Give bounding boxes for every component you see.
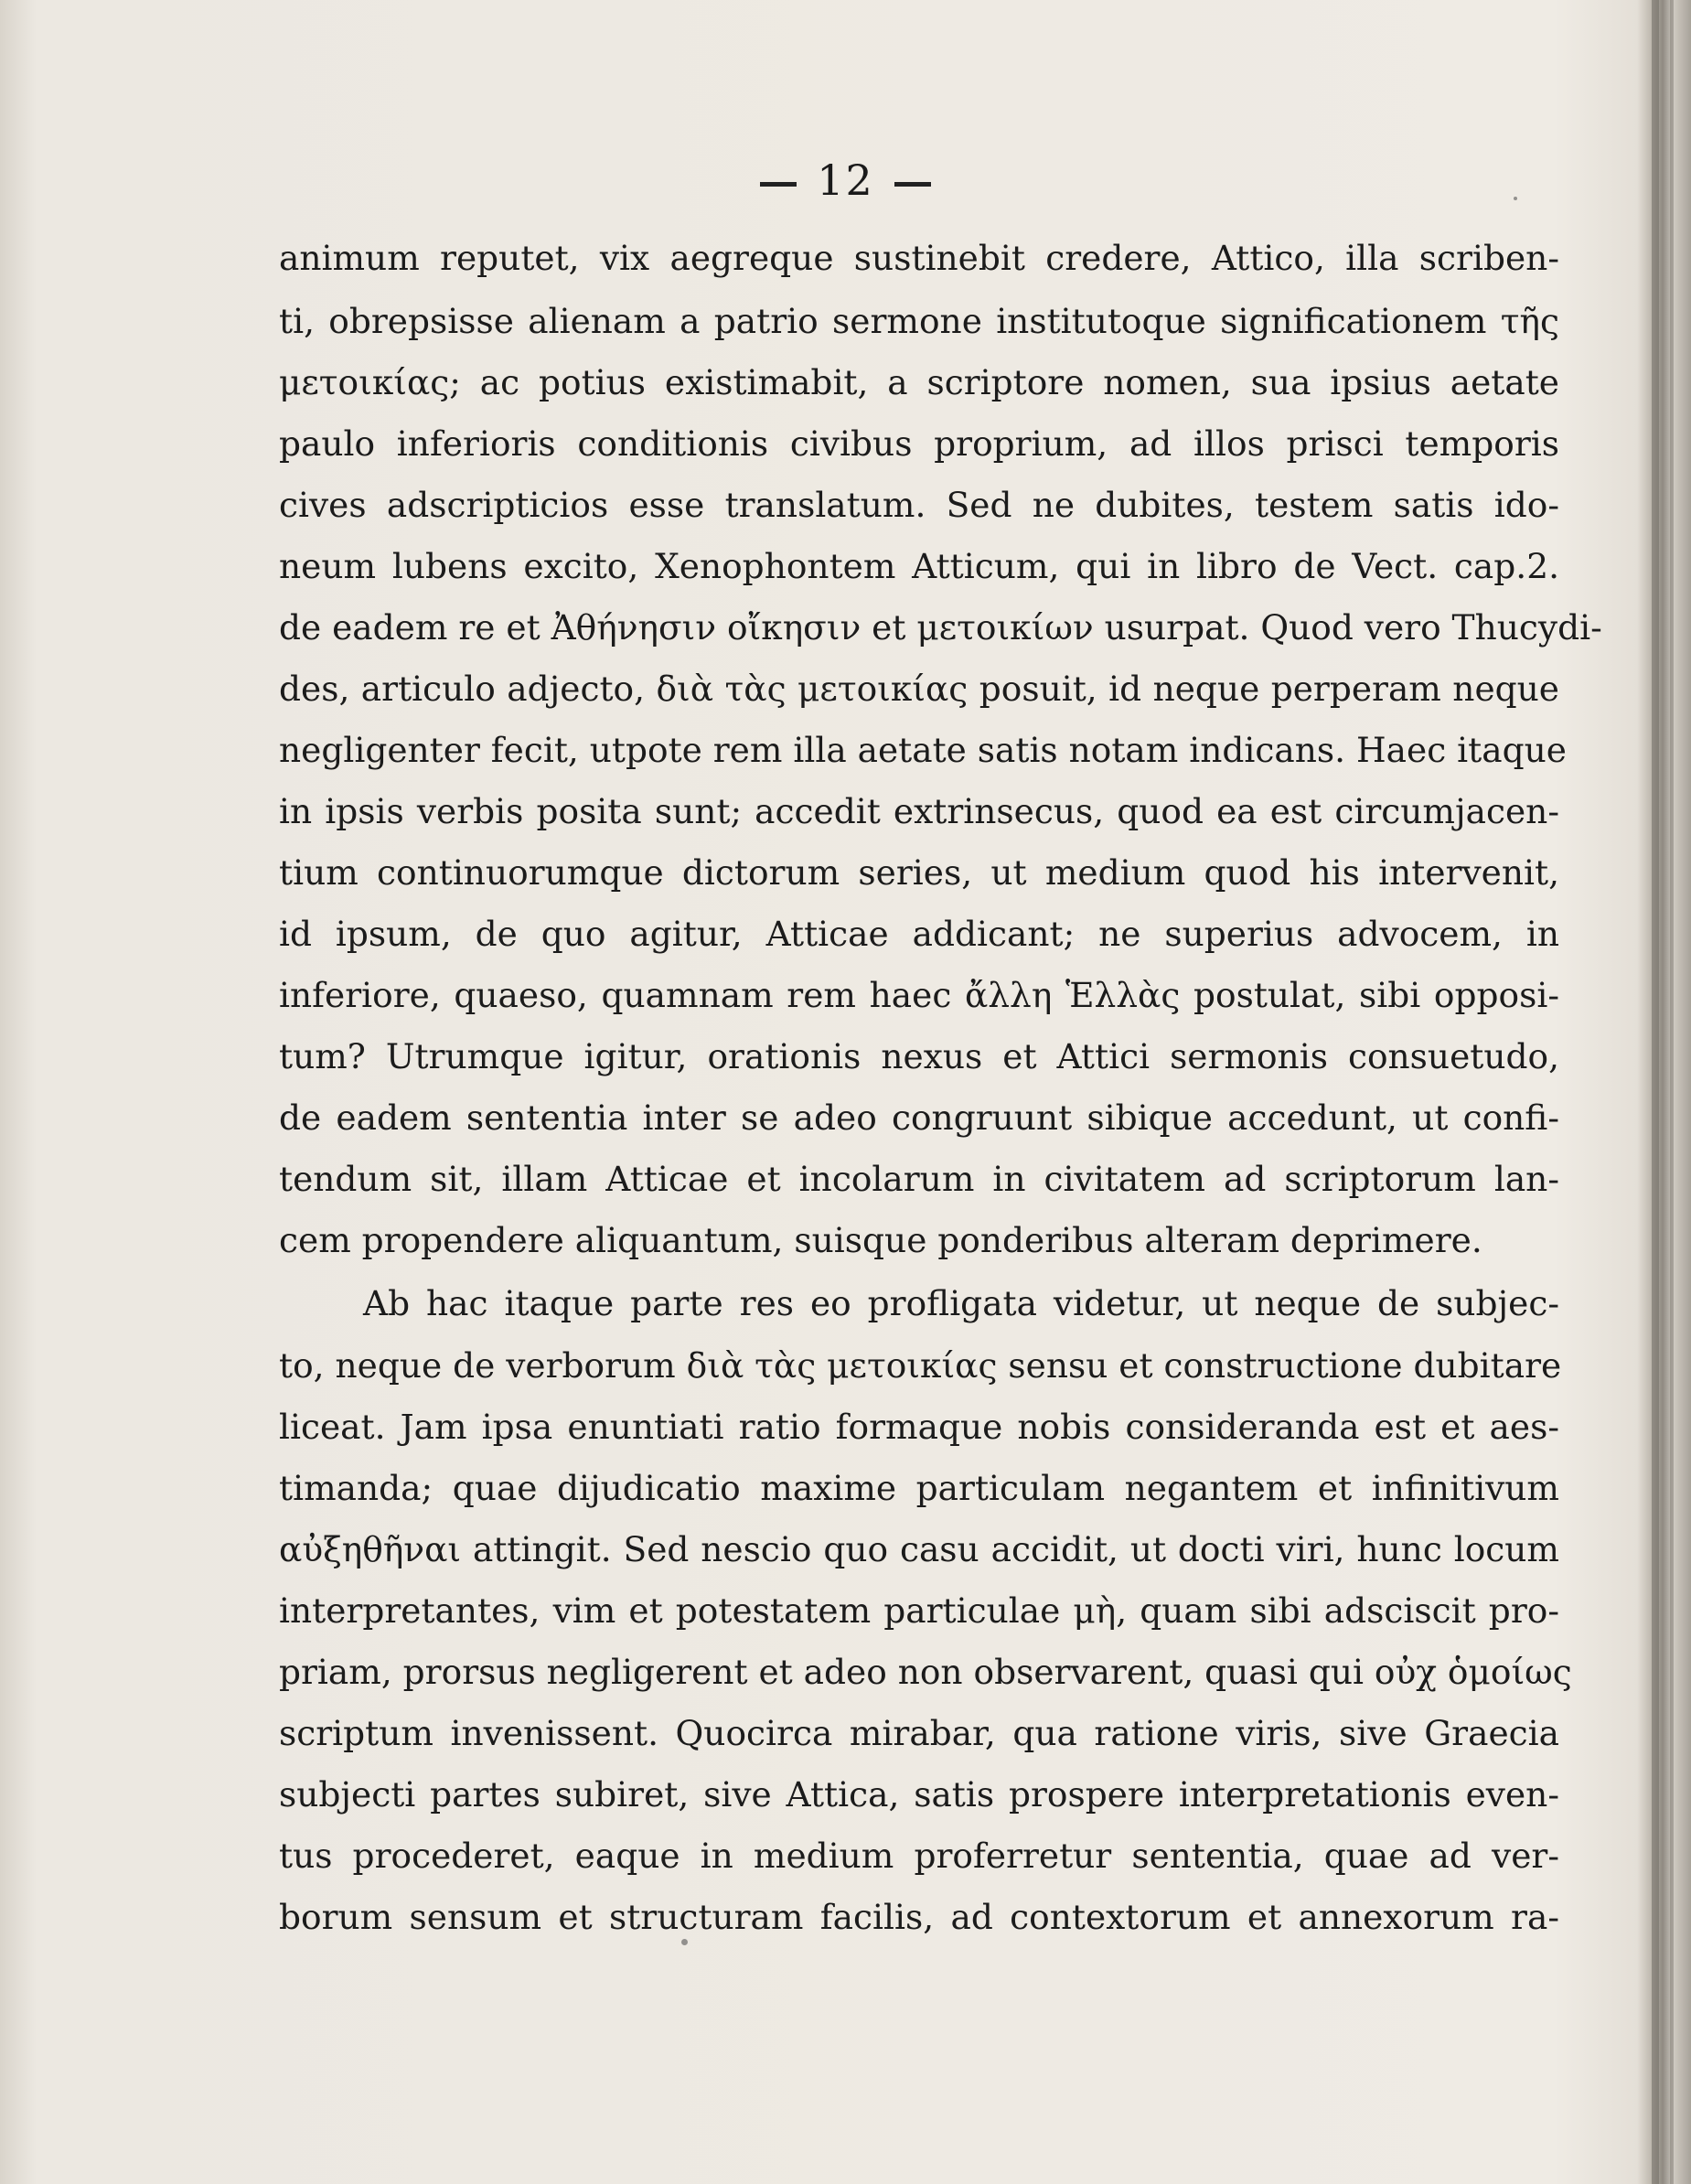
- text-line: liceat. Jam ipsa enuntiati ratio formaque nobis consideranda est et aes-: [279, 1407, 1559, 1447]
- ink-speck: [1514, 197, 1517, 200]
- book-page-edge: [1652, 0, 1659, 2184]
- text-line: tendum sit, illam Atticae et incolarum in civitatem ad scriptorum lan-: [279, 1159, 1559, 1199]
- text-line: inferiore, quaeso, quamnam rem haec ἄλλη Ἑλλὰς postulat, sibi opposi-: [279, 975, 1559, 1015]
- text-line: negligenter fecit, utpote rem illa aetate satis notam indicans. Haec itaque: [279, 730, 1567, 770]
- text-line: to, neque de verborum διὰ τὰς μετοικίας sensu et constructione dubitare: [279, 1345, 1562, 1386]
- text-line: μετοικίας; ac potius existimabit, a scriptore nomen, sua ipsius aetate: [279, 362, 1559, 402]
- text-line: in ipsis verbis posita sunt; accedit extrinsecus, quod ea est circumjacen-: [279, 791, 1559, 831]
- text-line: de eadem re et Ἀθήνησιν οἴκησιν et μετοικίων usurpat. Quod vero Thucydi-: [279, 607, 1602, 648]
- text-line: borum sensum et structuram facilis, ad contextorum et annexorum ra-: [279, 1897, 1559, 1937]
- header-dash-left: [760, 182, 797, 187]
- text-line: Ab hac itaque parte res eo profligata videtur, ut neque de subjec-: [363, 1283, 1559, 1323]
- text-line: tum? Utrumque igitur, orationis nexus et Attici sermonis consuetudo,: [279, 1036, 1559, 1076]
- text-line: subjecti partes subiret, sive Attica, satis prospere interpretationis even-: [279, 1774, 1559, 1815]
- page-number: 12: [817, 155, 874, 205]
- text-line: id ipsum, de quo agitur, Atticae addicant; ne superius advocem, in: [279, 914, 1559, 954]
- text-line: tium continuorumque dictorum series, ut medium quod his intervenit,: [279, 852, 1559, 893]
- text-line: scriptum invenissent. Quocirca mirabar, qua ratione viris, sive Graecia: [279, 1713, 1559, 1753]
- text-line: animum reputet, vix aegreque sustinebit credere, Attico, illa scriben-: [279, 238, 1559, 278]
- ink-speck: [681, 1939, 688, 1945]
- text-line: αὐξηθῆναι attingit. Sed nescio quo casu accidit, ut docti viri, hunc locum: [279, 1529, 1559, 1569]
- text-line: paulo inferioris conditionis civibus proprium, ad illos prisci temporis: [279, 423, 1559, 464]
- text-line: ti, obrepsisse alienam a patrio sermone institutoque significationem τῆς: [279, 301, 1559, 341]
- book-page-edge-outer: [1670, 0, 1674, 2184]
- text-line: cives adscripticios esse translatum. Sed ne dubites, testem satis ido-: [279, 485, 1559, 525]
- page-header: [0, 155, 1691, 205]
- text-line: neum lubens excito, Xenophontem Atticum, qui in libro de Vect. cap.2.: [279, 546, 1559, 586]
- text-line: interpretantes, vim et potestatem particulae μὴ, quam sibi adsciscit pro-: [279, 1590, 1559, 1631]
- text-line: priam, prorsus negligerent et adeo non observarent, quasi qui οὐχ ὁμοίως: [279, 1652, 1572, 1692]
- text-line: timanda; quae dijudicatio maxime particulam negantem et infinitivum: [279, 1468, 1559, 1508]
- header-dash-right: [894, 182, 931, 187]
- text-line: cem propendere aliquantum, suisque ponderibus alteram deprimere.: [279, 1220, 1482, 1260]
- text-line: tus procederet, eaque in medium proferretur sententia, quae ad ver-: [279, 1836, 1559, 1876]
- text-line: des, articulo adjecto, διὰ τὰς μετοικίας posuit, id neque perperam neque: [279, 669, 1559, 709]
- text-line: de eadem sententia inter se adeo congruunt sibique accedunt, ut confi-: [279, 1097, 1559, 1138]
